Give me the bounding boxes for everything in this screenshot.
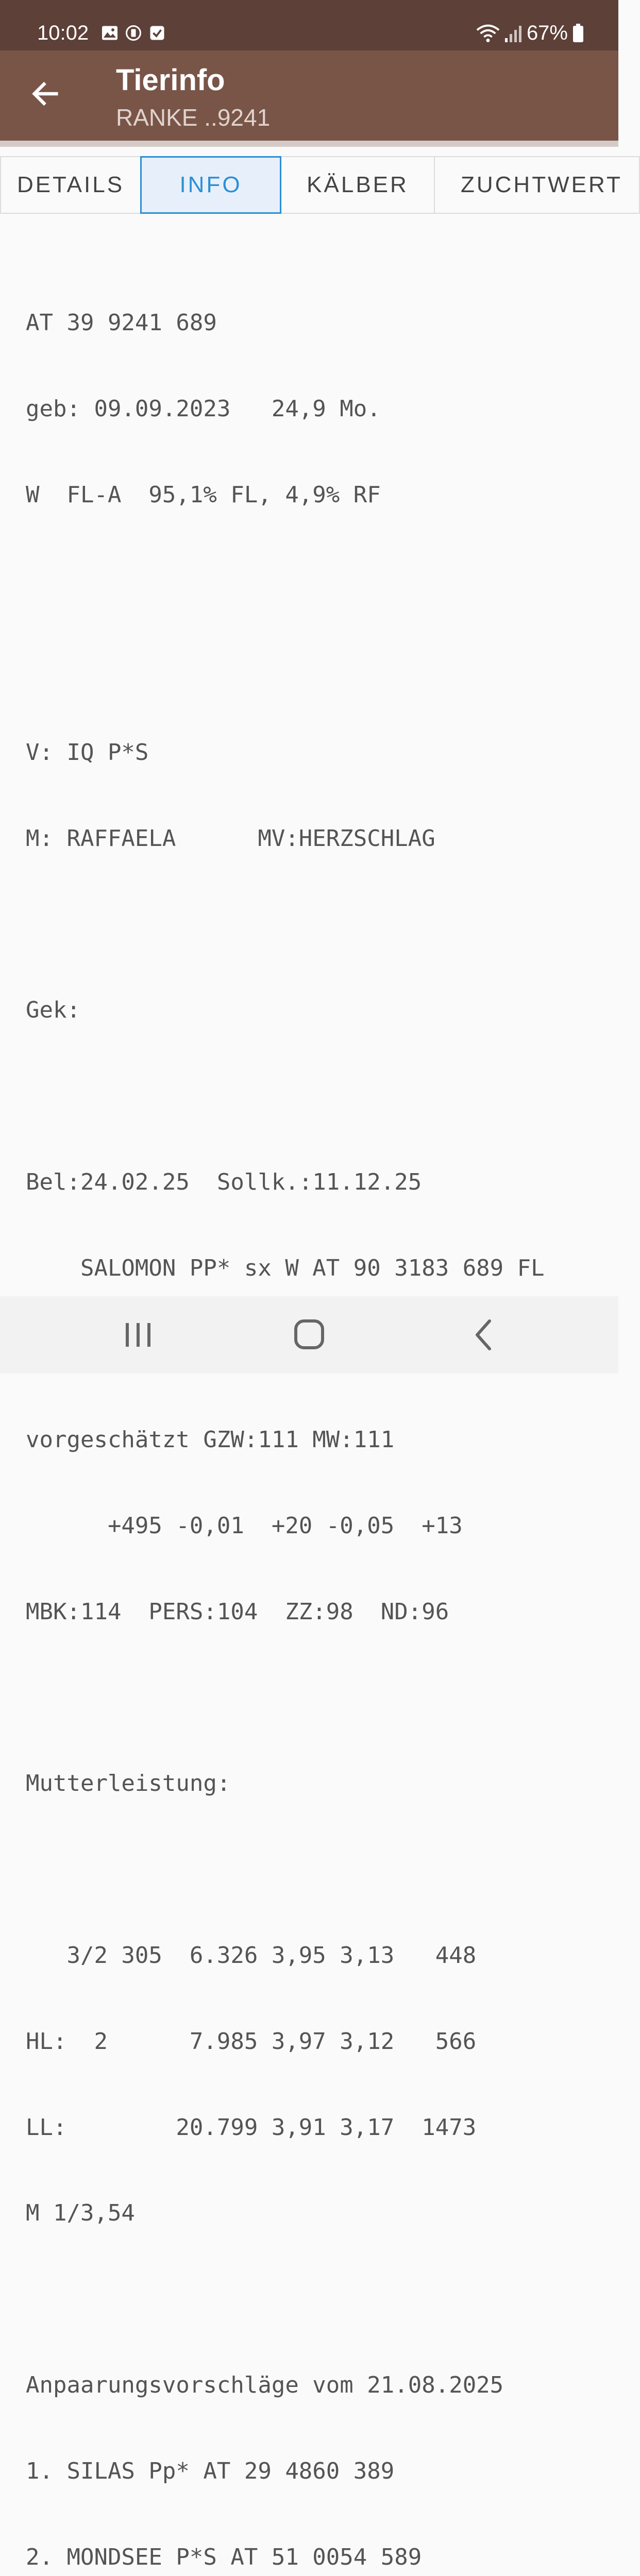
info-line: geb: 09.09.2023 24,9 Mo.: [26, 395, 381, 422]
info-line: HL: 2 7.985 3,97 3,12 566: [26, 2028, 477, 2055]
info-line: Gek:: [26, 997, 80, 1024]
info-line: W FL-A 95,1% FL, 4,9% RF: [26, 481, 381, 508]
battery-icon: [572, 23, 584, 43]
info-line: [26, 567, 613, 596]
info-line: Bel:24.02.25 Sollk.:11.12.25: [26, 1169, 422, 1195]
info-line: +495 -0,01 +20 -0,05 +13: [26, 1513, 463, 1539]
info-line: M 1/3,54: [26, 2200, 135, 2227]
info-line: [26, 652, 613, 681]
status-bar: [0, 0, 618, 50]
page-title: Tierinfo: [116, 63, 225, 97]
info-content: [26, 251, 613, 2576]
info-line: [26, 1082, 613, 1111]
tab-info[interactable]: INFO: [140, 156, 281, 214]
battery-percent: 67%: [526, 22, 568, 44]
app-bar-divider: [0, 141, 618, 147]
info-line: AT 39 9241 689: [26, 310, 217, 336]
signal-icon: [504, 23, 523, 43]
checkbox-icon: [148, 24, 166, 42]
app-bar: [0, 50, 618, 141]
notification-icons: [100, 24, 166, 42]
tab-zuchtwert[interactable]: ZUCHTWERT: [434, 156, 640, 214]
info-line: vorgeschätzt GZW:111 MW:111: [26, 1427, 395, 1453]
sync-icon: [124, 24, 143, 42]
info-line: V: IQ P*S: [26, 739, 149, 766]
info-line: Anpaarungsvorschläge vom 21.08.2025: [26, 2371, 504, 2398]
info-line: MBK:114 PERS:104 ZZ:98 ND:96: [26, 1598, 449, 1625]
image-icon: [100, 24, 119, 42]
tab-kaelber[interactable]: KÄLBER: [280, 156, 435, 214]
page-subtitle: RANKE ..9241: [116, 104, 271, 131]
status-time: 10:02: [37, 22, 89, 44]
info-line: [26, 1684, 613, 1713]
back-nav-icon[interactable]: [464, 1317, 505, 1353]
tab-details[interactable]: DETAILS: [0, 156, 141, 214]
info-line: [26, 1855, 613, 1884]
info-line: 1. SILAS Pp* AT 29 4860 389: [26, 2458, 395, 2484]
recent-apps-icon[interactable]: [117, 1317, 159, 1353]
info-line: 3/2 305 6.326 3,95 3,13 448: [26, 1942, 477, 1969]
info-line: 2. MONDSEE P*S AT 51 0054 589: [26, 2544, 422, 2570]
status-right: [476, 21, 584, 45]
info-line: SALOMON PP* sx W AT 90 3183 689 FL: [26, 1255, 545, 1281]
home-icon[interactable]: [289, 1317, 330, 1353]
info-line: LL: 20.799 3,91 3,17 1473: [26, 2114, 477, 2141]
back-arrow-icon[interactable]: [29, 77, 62, 110]
info-line: [26, 2285, 613, 2314]
info-line: Mutterleistung:: [26, 1770, 231, 1797]
system-nav-bar: [0, 1296, 618, 1374]
wifi-icon: [476, 23, 500, 43]
info-line: M: RAFFAELA MV:HERZSCHLAG: [26, 825, 435, 852]
info-line: [26, 910, 613, 939]
tab-bar: [0, 156, 622, 215]
